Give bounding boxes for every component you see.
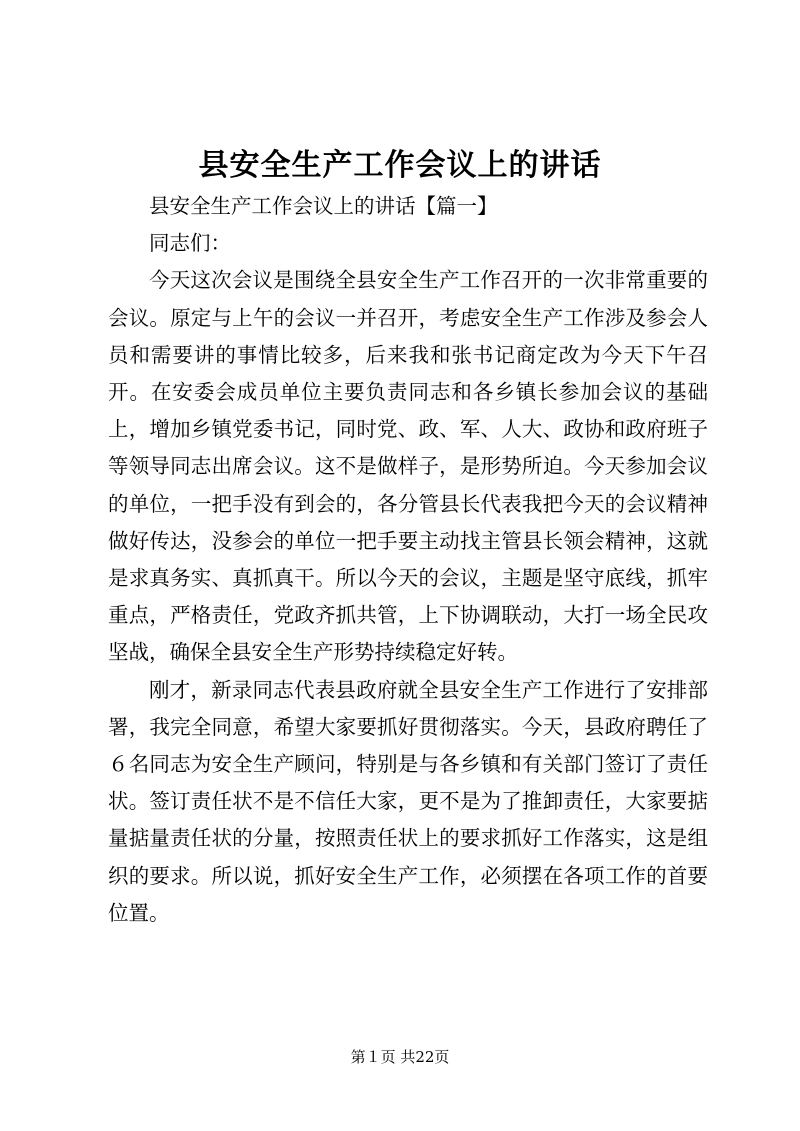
section-heading: 县安全生产工作会议上的讲话【篇一】 <box>149 194 498 218</box>
paragraph: 刚才，新录同志代表县政府就全县安全生产工作进行了安排部署，我完全同意，希望大家要抓好贯彻落实。今天，县政府聘任了６名同志为安全生产顾问，特别是与各乡镇和有关部门签订了责任状。签订责任状不是不信任大家，更不是为了推卸责任，大家要掂量掂量责任状的分量，按照责任状上的要求抓好工作落实，这是组织的要求。所以说，抓好安全生产工作，必须摆在各项工作的首要位置。 <box>108 677 708 925</box>
document-body <box>108 188 708 932</box>
page-number: 第１页 共22页 <box>350 1048 450 1066</box>
salutation: 同志们： <box>149 231 231 256</box>
document-title: 县安全生产工作会议上的讲话 <box>198 148 602 183</box>
paragraph: 今天这次会议是围绕全县安全生产工作召开的一次非常重要的会议。原定与上午的会议一并召开，考虑安全生产工作涉及参会人员和需要讲的事情比较多，后来我和张书记商定改为今天下午召开。在安委会成员单位主要负责同志和各乡镇长参加会议的基础上，增加乡镇党委书记，同时党、政、军、人大、政协和政府班子等领导同志出席会议。这不是做样子，是形势所迫。今天参加会议的单位，一把手没有到会的，各分管县长代表我把今天的会议精神做好传达，没参会的单位一把手要主动找主管县长领会精神，这就是求真务实、真抓真干。所以今天的会议，主题是坚守底线，抓牢重点，严格责任，党政齐抓共管，上下协调联动，大打一场全民攻坚战，确保全县安全生产形势持续稳定好转。 <box>108 268 708 665</box>
